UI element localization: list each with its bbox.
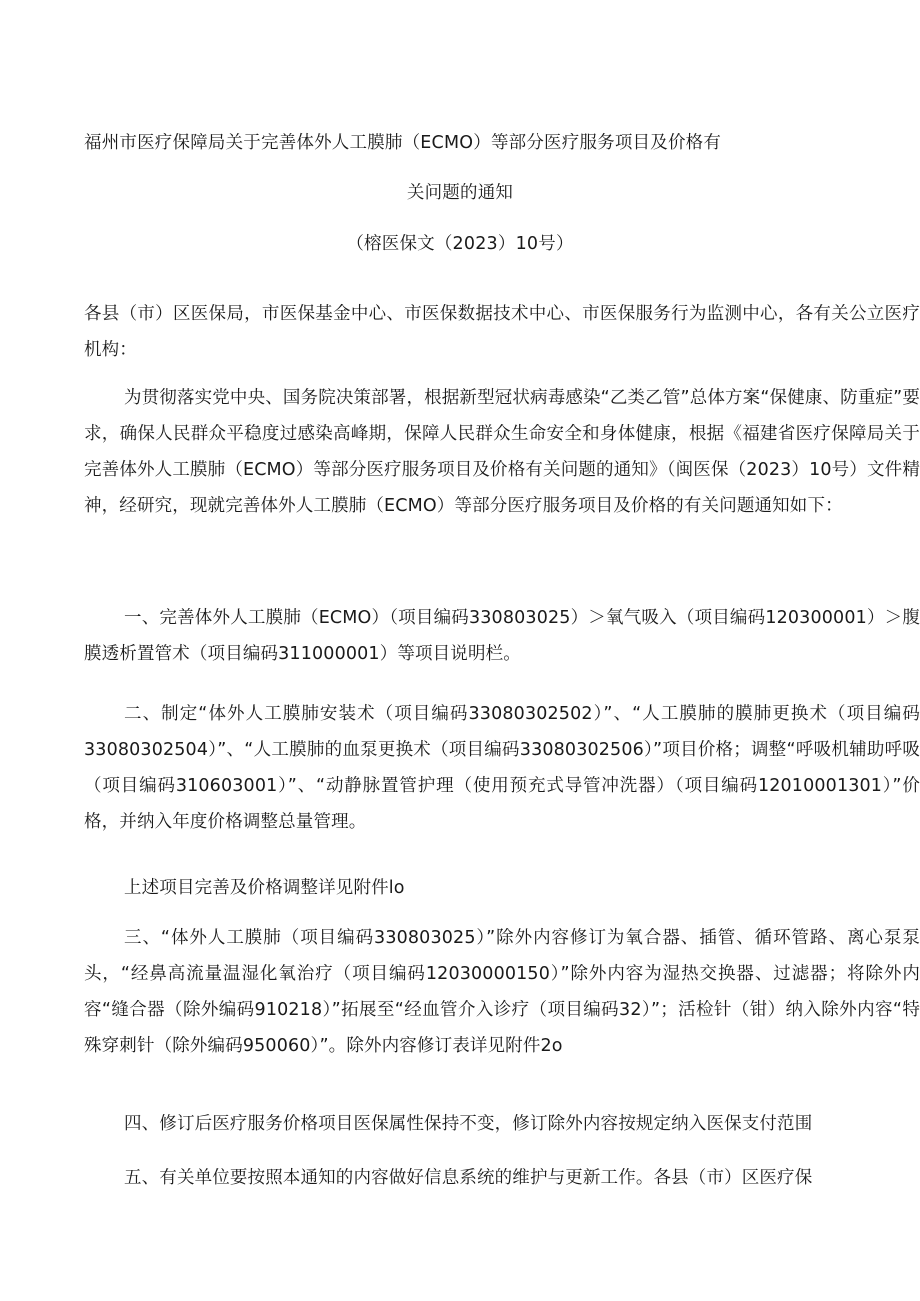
section-two-paragraph: 二、制定“体外人工膜肺安装术（项目编码33080302502）”、“人工膜肺的膜肺更换术（项目编码33080302504）”、“人工膜肺的血泵更换术（项目编码33080302506）”项目价格；调整“呼吸机辅助呼吸（项目编码310603001）”、“动静脉置管护理（使用预充式导管冲洗器）（项目编码12010001301）”价格，并纳入年度价格调整总量管理。 — [84, 704, 920, 832]
section-five-paragraph: 五、有关单位要按照本通知的内容做好信息系统的维护与更新工作。各县（市）区医疗保 — [124, 1168, 813, 1188]
intro-paragraph: 为贯彻落实党中央、国务院决策部署，根据新型冠状病毒感染“乙类乙管”总体方案“保健康、防重症”要求，确保人民群众平稳度过感染高峰期，保障人民群众生命安全和身体健康，根据《福建省医疗保障局关于完善体外人工膜肺（ECMO）等部分医疗服务项目及价格有关问题的通知》（闽医保（2023）10号）文件精神，经研究，现就完善体外人工膜肺（ECMO）等部分医疗服务项目及价格的有关问题通知如下： — [84, 388, 920, 516]
addressee-paragraph: 各县（市）区医保局，市医保基金中心、市医保数据技术中心、市医保服务行为监测中心，各有关公立医疗机构： — [84, 304, 920, 360]
section-four-paragraph: 四、修订后医疗服务价格项目医保属性保持不变，修订除外内容按规定纳入医保支付范围 — [124, 1114, 813, 1134]
document-number: （榕医保文（2023）10号） — [346, 234, 574, 254]
annex-one-note: 上述项目完善及价格调整详见附件lo — [124, 878, 405, 898]
document-title-line-2: 关问题的通知 — [406, 183, 514, 203]
section-three-paragraph: 三、“体外人工膜肺（项目编码330803025）”除外内容修订为氧合器、插管、循环管路、离心泵泵头，“经鼻高流量温湿化氧治疗（项目编码12030000150）”除外内容为湿热交换器、过滤器；将除外内容“缝合器（除外编码910218）”拓展至“经血管介入诊疗（项目编码32）”；活检针（钳）纳入除外内容“特殊穿刺针（除外编码950060）”。除外内容修订表详见附件2o — [84, 928, 920, 1056]
section-one-paragraph: 一、完善体外人工膜肺（ECMO）（项目编码330803025）＞氧气吸入（项目编码120300001）＞腹膜透析置管术（项目编码311000001）等项目说明栏。 — [84, 608, 920, 664]
document-title-line-1: 福州市医疗保障局关于完善体外人工膜肺（ECMO）等部分医疗服务项目及价格有 — [84, 133, 722, 153]
